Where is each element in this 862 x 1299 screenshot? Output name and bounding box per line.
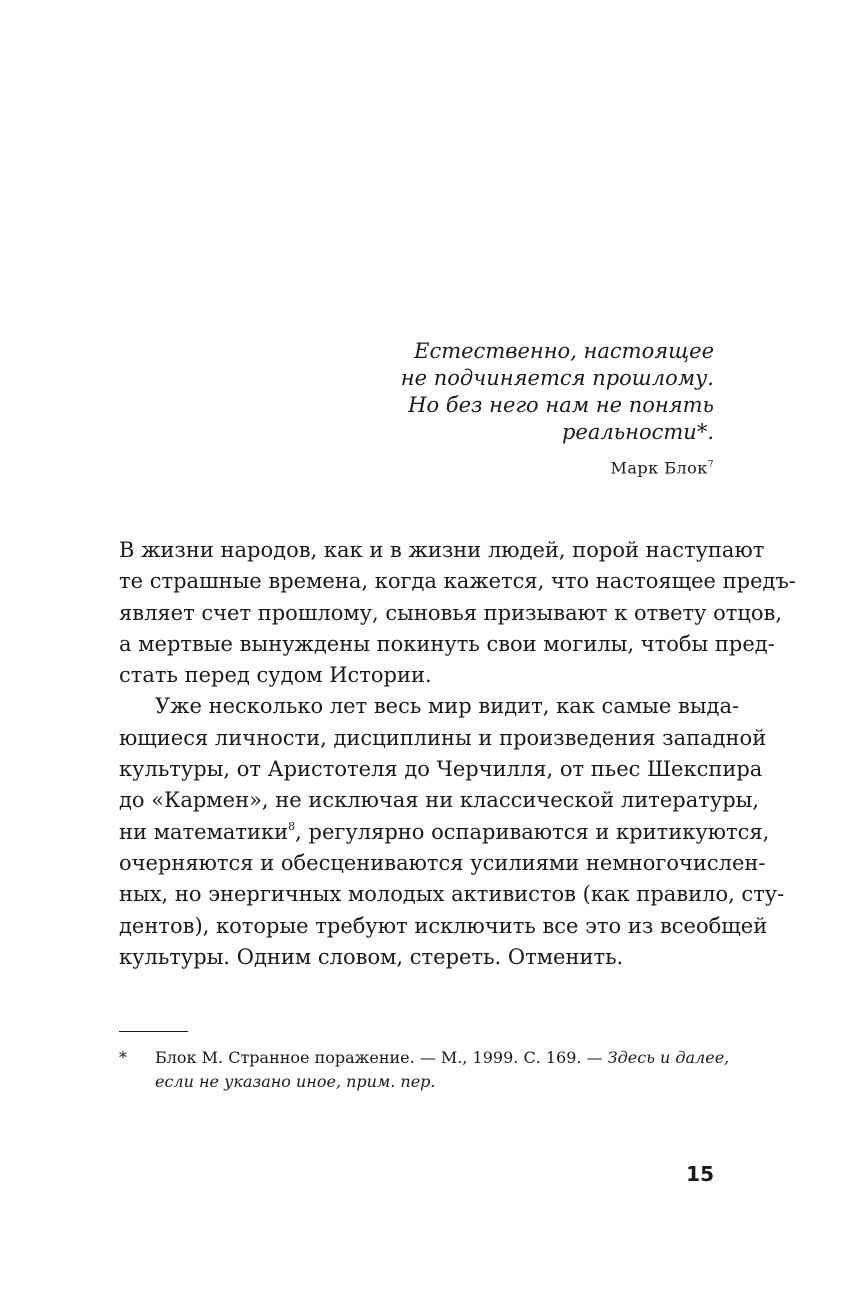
endnote-ref: 8 [288, 819, 296, 833]
text-fragment: , регулярно оспариваются и критикуются, [295, 819, 770, 844]
text-line: являет счет прошлому, сыновья призывают к ответу отцов, [119, 600, 783, 625]
footnote-citation: Блок М. Странное поражение. — М., 1999. С. 169. [155, 1048, 587, 1067]
footnote-note: если не указано иное, прим. пер. [155, 1072, 436, 1091]
text-line: очерняются и обесцениваются усилиями немногочислен- [119, 850, 766, 875]
text-line: В жизни народов, как и в жизни людей, порой наступают [119, 538, 765, 562]
footnote-mark: * [119, 1048, 127, 1067]
text-line: а мертвые вынуждены покинуть свои могилы, чтобы пред- [119, 631, 775, 656]
text-line: культуры, от Аристотеля до Черчилля, от пьес Шекспира [119, 757, 763, 782]
footnote-text [155, 1046, 730, 1094]
text-line: ющиеся личности, дисциплины и произведения западной [119, 725, 767, 750]
epigraph-line: Но без него нам не понять [408, 393, 714, 417]
epigraph-line: не подчиняется прошлому. [400, 366, 714, 390]
footnote-line [155, 1046, 730, 1070]
author-endnote-ref: 7 [707, 460, 714, 470]
text-fragment: ни математики [119, 819, 289, 844]
footnote-line [155, 1070, 719, 1094]
footnote-note: — Здесь и далее, [586, 1048, 730, 1067]
text-line: Уже несколько лет весь мир видит, как самые выда- [155, 694, 740, 719]
text-line: ных, но энергичных молодых активистов (как правило, сту- [119, 882, 785, 907]
page-number: 15 [686, 1162, 714, 1186]
footnote [119, 1046, 730, 1094]
epigraph-line: реальности*. [561, 420, 714, 444]
text-line: культуры. Одним словом, стереть. Отменить. [119, 944, 624, 969]
epigraph [401, 338, 714, 481]
text-line: стать перед судом Истории. [119, 663, 432, 688]
author-name: Марк Блок [610, 458, 708, 478]
text-line: те страшные времена, когда кажется, что настоящее предъ- [119, 569, 796, 594]
footnote-divider [119, 1031, 188, 1032]
paragraph-2 [119, 691, 785, 973]
paragraph-1 [119, 535, 796, 691]
epigraph-line: Естественно, настоящее [414, 339, 714, 363]
main-text [119, 535, 796, 973]
text-line [119, 817, 770, 848]
epigraph-author [401, 452, 714, 481]
text-line: дентов), которые требуют исключить все это из всеобщей [119, 913, 768, 938]
text-line: до «Кармен», не исключая ни классической литературы, [119, 788, 760, 813]
